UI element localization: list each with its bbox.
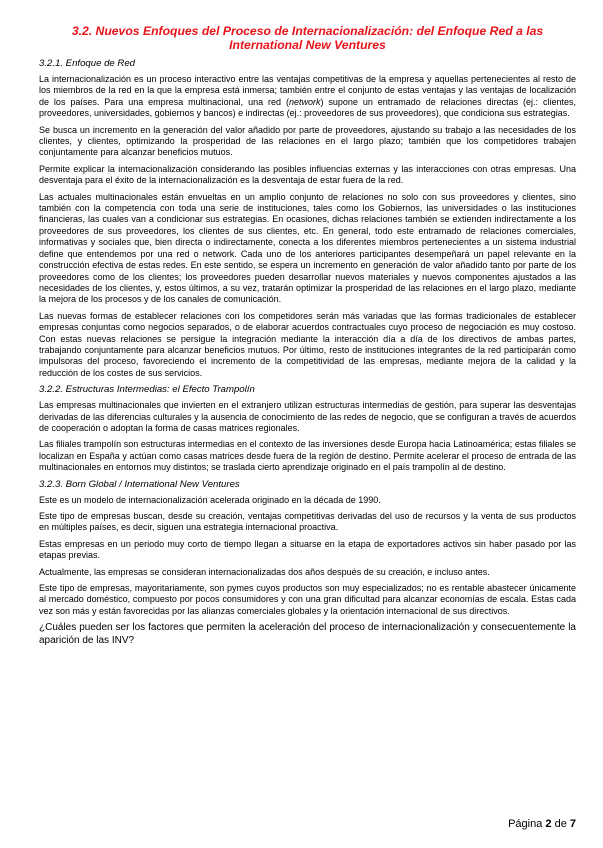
section-heading-enfoque-red: 3.2.1. Enfoque de Red xyxy=(39,58,136,69)
paragraph: Las empresas multinacionales que invierten en el extranjero utilizan estructuras intermedias de gestión, para superar las desventajas derivadas de las diferencias culturales y la ausencia de conocimiento de las redes de negocio, que se configuran a través de acuerdos de cooperación o adoptan la forma de casas matrices regionales. xyxy=(39,400,576,433)
paragraph: Las nuevas formas de establecer relaciones con los competidores serán más variadas que las formas tradicionales de establecer empresas conjuntas como negocios separados, o de elaborar acuerdos contractuales cuyo proceso de negociación es muy costoso. Con estas nuevas relaciones se persigue la integración mediante la interacción día a día de los directivos de ambas partes, trabajando conjuntamente para alcanzar beneficios mutuos. Por último, resto de instituciones integrantes de la red participarán como impulsoras del proceso, favoreciendo el incremento de la competitividad de las empresas, mediante mejora de la calidad y la reducción de los costes de sus servicios. xyxy=(39,310,576,378)
paragraph: La internacionalización es un proceso interactivo entre las ventajas competitivas de la empresa y aquellas pertenecientes al resto de los miembros de la red en la que la empresa está inmersa; también entre el conjunto de estas ventajas y las ventajas de localización de los países. Para una empresa multinacional, una red (network) supone un entramado de relaciones directas (ej.: clientes, proveedores, universidades, gobiernos y bancos) e indirectas (ej.: proveedores de sus proveedores), que condiciona sus estrategias. xyxy=(39,74,576,119)
page-title: 3.2. Nuevos Enfoques del Proceso de Internacionalización: del Enfoque Red a las International New Ventures xyxy=(71,24,544,52)
section-heading-estructuras-intermedias: 3.2.2. Estructuras Intermedias: el Efecto Trampolín xyxy=(39,384,255,396)
paragraph: Actualmente, las empresas se consideran internacionalizadas dos años después de su creación, e incluso antes. xyxy=(39,566,490,577)
paragraph: Este tipo de empresas buscan, desde su creación, ventajas competitivas derivadas del uso de recursos y la venta de sus productos en múltiples países, es decir, siguen una estrategia internacional proactiva. xyxy=(39,511,576,533)
page-number-sep: de xyxy=(551,818,570,830)
current-page: 2 xyxy=(545,818,552,830)
paragraph: Permite explicar la internacionalización considerando las posibles influencias externas y las interacciones con otras empresas. Una desventaja para el éxito de la internacionalización es la desventaja de estar fuera de la red. xyxy=(39,163,576,186)
paragraph: Este tipo de empresas, mayoritariamente, son pymes cuyos productos son muy especializados; no es rentable abastecer únicamente al mercado doméstico, compuesto por pocos consumidores y con una gran dificultad para alcanzar economías de escala. Estas cada vez son más y están favorecidas por las alianzas comerciales globales y la orientación internacional de sus directivos. xyxy=(39,583,576,616)
page-number-prefix: Página xyxy=(508,818,546,830)
section-heading-born-global: 3.2.3. Born Global / International New Ventures xyxy=(39,478,240,490)
paragraph: Las actuales multinacionales están envueltas en un amplio conjunto de relaciones no solo con sus proveedores y clientes, sino también con la competencia con toda una serie de instituciones, tales como los Gobiernos, las universidades o las instituciones financieras, las cuales van a condicionar sus estrategias. En ocasiones, dichas relaciones también se extienden indirectamente a los proveedores de sus proveedores, los clientes de sus clientes, etc. En general, todo este entramado de relaciones comerciales, informativas y sociales que, bien directa o indirectamente, conecta a los diferentes miembros pertenecientes a un sistema industrial define que entendemos por una red o network. Cada uno de los anteriores participantes desempeñará un papel relevante en la construcción efectiva de estas redes. En este sentido, se espera un incremento en generación de valor añadido tanto por parte de los proveedores como de los clientes; los proveedores pueden desarrollar nuevos materiales y nuevos componentes ajustados a las necesidades de los clientes, y, estos últimos, a su vez, tratarán optimizar la prosperidad de las relaciones en el largo plazo, mediante la mejora de los procesos y de los canales de comunicación. xyxy=(39,191,576,305)
paragraph: Se busca un incremento en la generación del valor añadido por parte de proveedores, ajustando su trabajo a las necesidades de los clientes, y clientes, optimizando la prosperidad de las relaciones en el largo plazo; también que los competidores trabajen conjuntamente para alcanzar beneficios mutuos. xyxy=(39,124,576,158)
paragraph: Este es un modelo de internacionalización acelerada originado en la década de 1990. xyxy=(39,494,381,505)
page-number xyxy=(452,818,576,830)
paragraph: Las filiales trampolín son estructuras intermedias en el contexto de las inversiones desde Europa hacia Latinoamérica; estas filiales se localizan en España y actúan como casas matrices desde fuera de la región de destino. Permite acelerar el proceso de entrada de las multinacionales en entornos muy distintos; se traslada cierto aprendizaje originado en el país trampolín al de destino. xyxy=(39,439,576,473)
paragraph: Estas empresas en un periodo muy corto de tiempo llegan a situarse en la etapa de exportadores activos sin haber pasado por las etapas previas. xyxy=(39,538,576,561)
closing-question: ¿Cuáles pueden ser los factores que permiten la aceleración del proceso de internacionalización y consecuentemente la aparición de las INV? xyxy=(39,622,576,646)
page-content xyxy=(39,24,576,652)
total-pages: 7 xyxy=(569,818,576,830)
